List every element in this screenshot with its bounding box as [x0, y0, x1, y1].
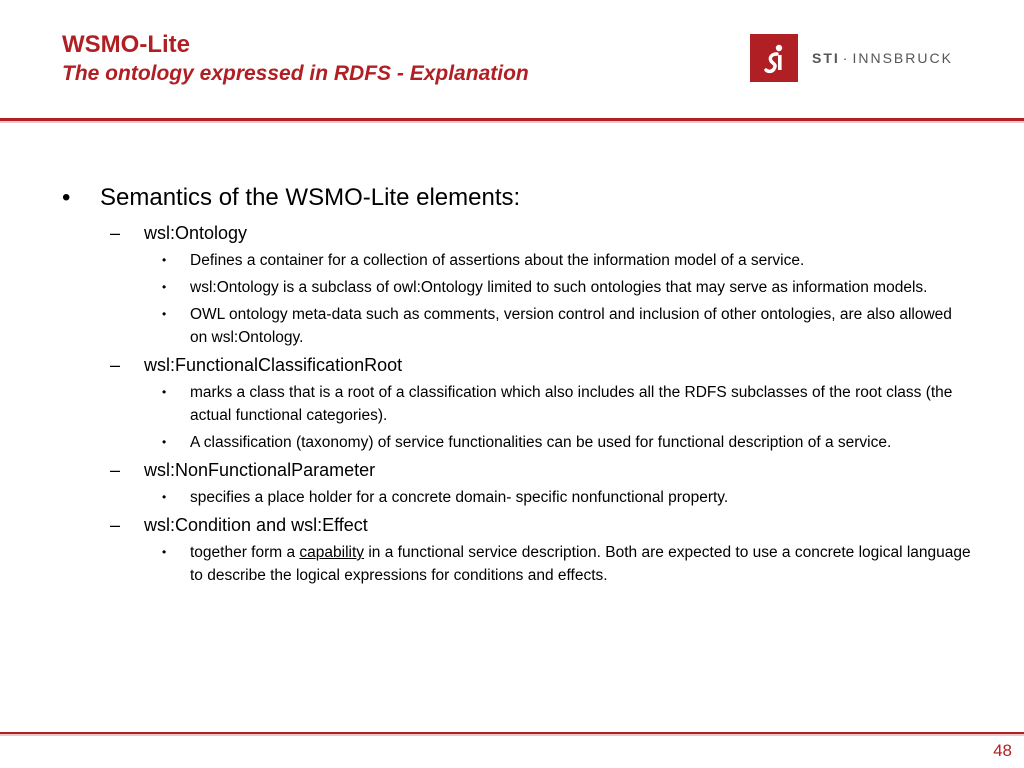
sub-bullet [162, 303, 972, 349]
section-heading [110, 353, 972, 377]
slide-subtitle: The ontology expressed in RDFS - Explanation [62, 62, 529, 85]
bullet-icon: • [162, 545, 167, 559]
sub-bullet-text: A classification (taxonomy) of service functionalities can be used for functional description of a service. [190, 434, 892, 451]
sub-bullet [162, 486, 972, 509]
slide-content [62, 183, 972, 591]
logo-brand: STI [812, 50, 840, 66]
sub-bullet-text: marks a class that is a root of a classification which also includes all the RDFS subclasses of the root class (the actual functional categories). [190, 384, 953, 424]
sti-innsbruck-logo [750, 34, 953, 82]
sub-bullet [162, 431, 972, 454]
sub-bullet [162, 276, 972, 299]
capability-link[interactable]: capability [299, 544, 365, 561]
section-heading-text: wsl:NonFunctionalParameter [144, 460, 376, 480]
section-heading-text: wsl:FunctionalClassificationRoot [144, 355, 403, 375]
bullet-icon: • [162, 385, 167, 399]
section-heading [110, 458, 972, 482]
section-heading [110, 513, 972, 537]
sub-bullet-text: OWL ontology meta-data such as comments, version control and inclusion of other ontologies, are also allowed on wsl:Ontology. [190, 306, 952, 346]
footer-divider-shadow [0, 734, 1024, 736]
section-heading [110, 221, 972, 245]
section-heading-text: wsl:Condition and wsl:Effect [144, 515, 368, 535]
dash-icon: – [110, 355, 121, 375]
bullet-icon: • [162, 280, 167, 294]
dash-icon: – [110, 223, 121, 243]
bullet-icon: • [62, 184, 71, 211]
sub-bullet-text: wsl:Ontology is a subclass of owl:Ontology limited to such ontologies that may serve as information models. [190, 279, 928, 296]
dash-icon: – [110, 515, 121, 535]
sub-bullet-text [190, 541, 972, 587]
title-block [62, 30, 529, 88]
sub-bullet [162, 249, 972, 272]
main-bullet-text: Semantics of the WSMO-Lite elements: [100, 184, 521, 211]
logo-text [812, 50, 953, 66]
sub-bullet-text-after: in a functional service description. Both are expected to use a concrete logical language to describe the logical expressions for conditions and effects. [190, 544, 971, 584]
logo-location: INNSBRUCK [852, 50, 953, 66]
header-divider-shadow [0, 121, 1024, 123]
bullet-icon: • [162, 490, 167, 504]
sub-bullet-text: specifies a place holder for a concrete domain- specific nonfunctional property. [190, 489, 729, 506]
sti-logo-icon [750, 34, 798, 82]
logo-separator: · [842, 50, 850, 66]
bullet-icon: • [162, 307, 167, 321]
slide-title: WSMO-Lite [62, 31, 190, 58]
sub-bullet [162, 381, 972, 427]
bullet-icon: • [162, 435, 167, 449]
sub-bullet [162, 541, 972, 587]
sub-bullet-text-before: together form a [190, 544, 300, 561]
sub-bullet-text: Defines a container for a collection of assertions about the information model of a service. [190, 252, 805, 269]
section-heading-text: wsl:Ontology [144, 223, 248, 243]
bullet-icon: • [162, 253, 167, 267]
sti-logo-glyph [750, 34, 798, 82]
dash-icon: – [110, 460, 121, 480]
page-number: 48 [993, 741, 1012, 760]
main-bullet [62, 183, 972, 213]
